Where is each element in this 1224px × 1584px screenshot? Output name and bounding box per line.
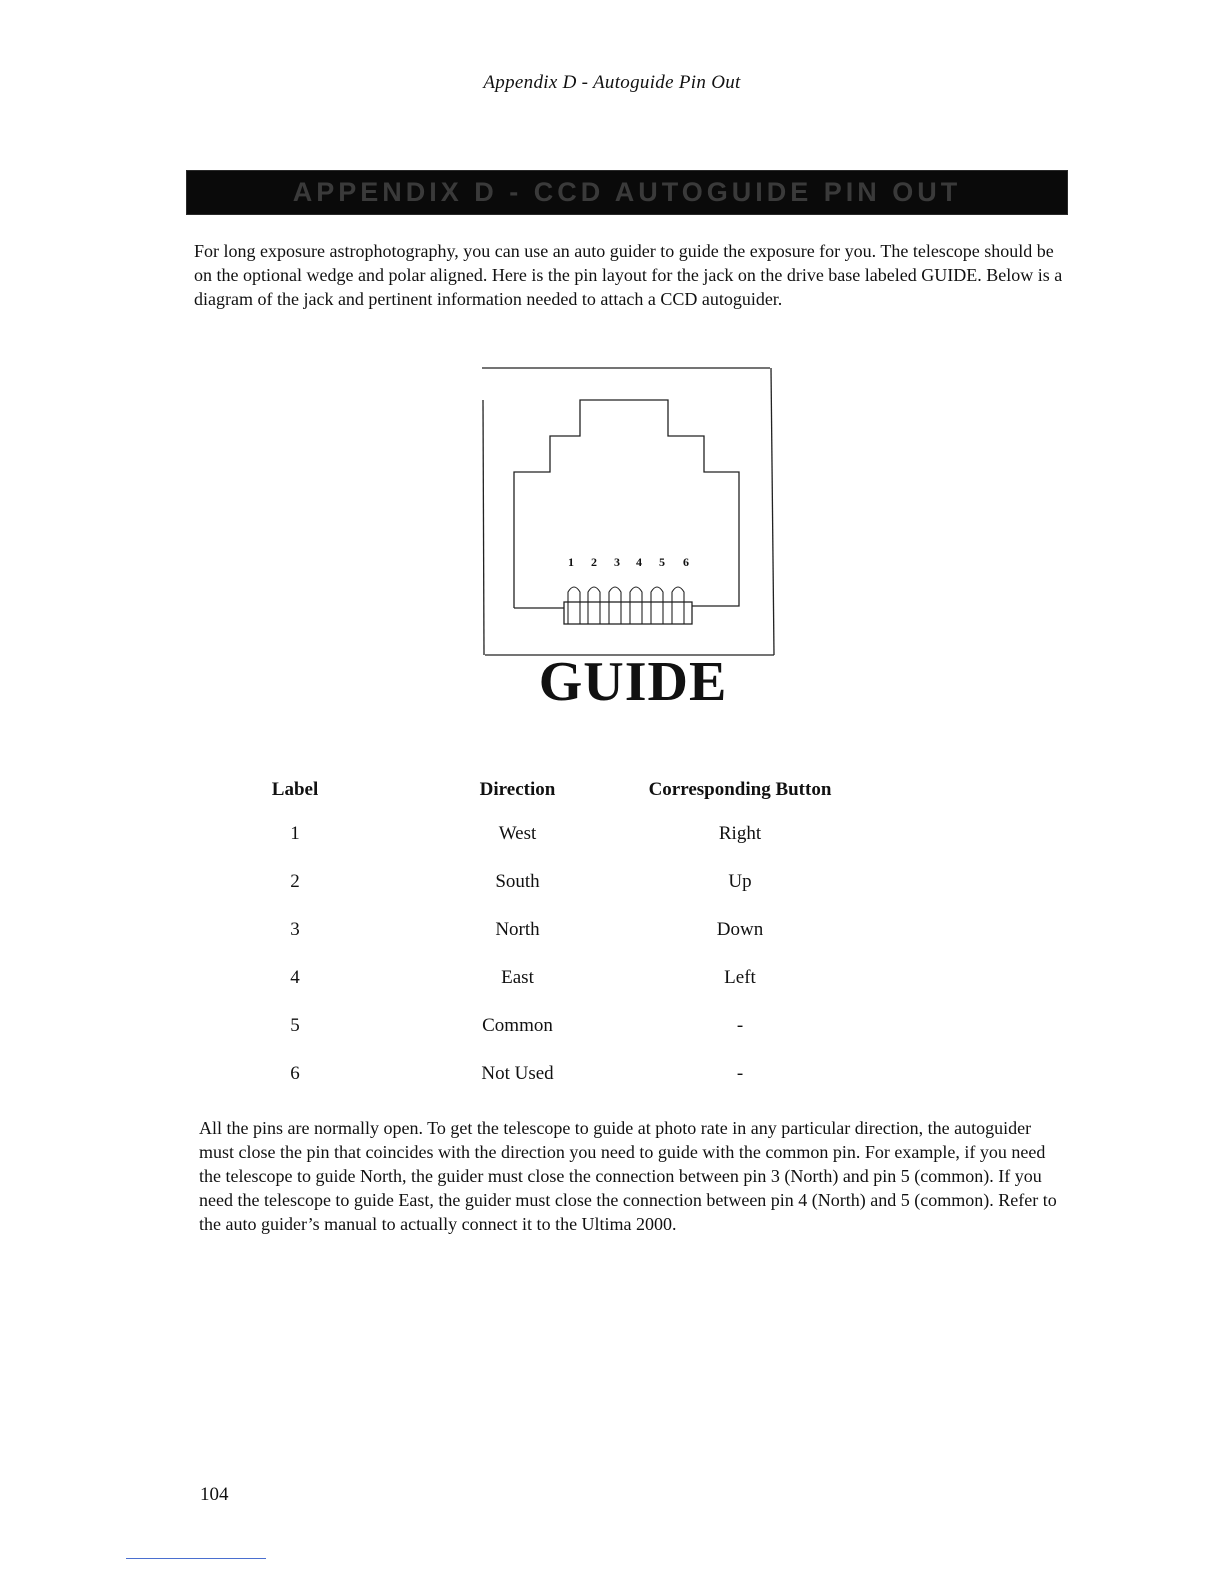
pin-label: 3 [290,919,300,940]
appendix-banner [186,170,1068,215]
frame-left [483,400,484,655]
intro-paragraph: For long exposure astrophotography, you can use an auto guider to guide the exposure for you. The telescope should be on the optional wedge and polar aligned. Here is the pin layout for the jack on the drive base labeled GUIDE. Below is a diagram of the jack and pertinent information needed to attach a CCD autoguider. [194,241,1063,309]
frame-right [771,368,774,655]
running-header: Appendix D - Autoguide Pin Out [483,72,741,93]
table-header-row [200,770,835,810]
contact-block [564,602,692,624]
pin-direction: South [495,871,540,892]
pin-button: Left [724,967,756,988]
pin-direction: Common [482,1015,553,1036]
pin-contact-3 [609,587,621,624]
pin-table [200,770,835,1098]
column-header-label: Label [271,779,319,800]
guide-jack-diagram [470,360,790,660]
pin-button: Right [718,823,762,844]
pin-contact-2 [588,587,600,624]
pin-number-5: 5 [659,555,665,569]
pin-button: Down [716,919,764,940]
table-row [200,906,835,954]
pin-contact-5 [651,587,663,624]
table-row [200,810,835,858]
pin-label: 5 [290,1015,300,1036]
pin-contact-1 [568,587,580,624]
column-header-button: Corresponding Button [648,779,832,800]
pin-number-4: 4 [636,555,642,569]
table-row [200,1050,835,1098]
page-number: 104 [200,1484,229,1505]
pin-direction: North [495,919,540,940]
pin-direction: Not Used [481,1063,554,1084]
pin-label: 6 [290,1063,300,1084]
table-row [200,858,835,906]
footnote-rule [126,1558,266,1559]
pin-direction: East [501,967,534,988]
pin-button: - [736,1015,744,1036]
pin-contact-6 [672,587,684,624]
table-row [200,1002,835,1050]
pin-direction: West [498,823,537,844]
guide-jack-label: GUIDE [538,651,728,713]
banner-title: APPENDIX D - CCD AUTOGUIDE PIN OUT [292,177,962,207]
pin-number-3: 3 [614,555,620,569]
column-header-direction: Direction [479,779,556,800]
pin-label: 4 [290,967,300,988]
pin-button: Up [728,871,752,892]
pin-number-1: 1 [568,555,574,569]
pin-button: - [736,1063,744,1084]
pin-label: 2 [290,871,300,892]
pin-label: 1 [290,823,300,844]
table-row [200,954,835,1002]
pin-number-2: 2 [591,555,597,569]
closing-paragraph: All the pins are normally open. To get the telescope to guide at photo rate in any particular direction, the autoguider must close the pin that coincides with the direction you need to guide with the common pin. For example, if you need the telescope to guide North, the guider must close the connection between pin 3 (North) and pin 5 (common). If you need the telescope to guide East, the guider must close the connection between pin 4 (North) and 5 (common). Refer to the auto guider’s manual to actually connect it to the Ultima 2000. [199,1118,1057,1234]
pin-number-6: 6 [683,555,689,569]
pin-contact-4 [630,587,642,624]
jack-outline [514,400,739,608]
